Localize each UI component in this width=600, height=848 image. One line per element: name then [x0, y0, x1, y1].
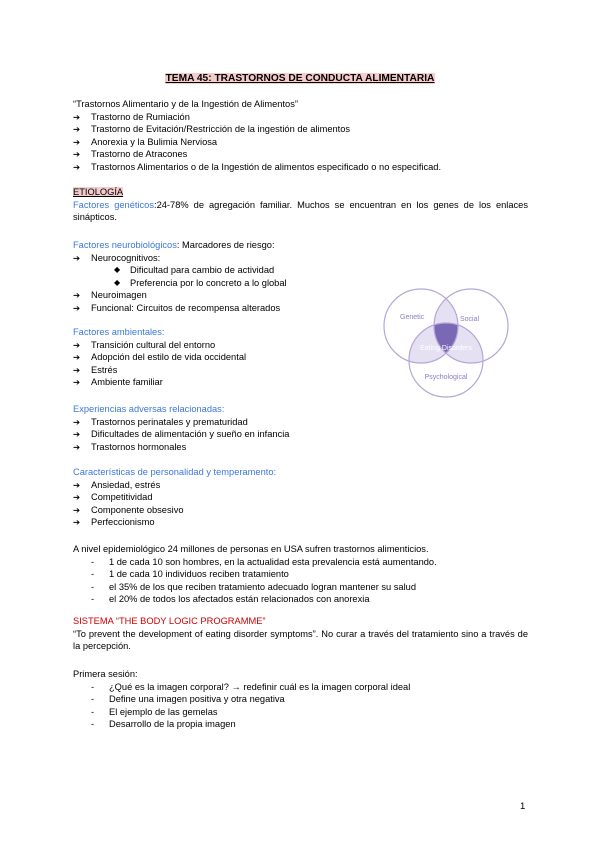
venn-label-social: Social [460, 316, 480, 323]
list-item: ➔ Componente obsesivo [73, 504, 528, 517]
etiologia-heading: ETIOLOGÍA [73, 187, 124, 197]
neuro-heading: Factores neurobiológicos: Marcadores de riesgo: [73, 240, 275, 250]
venn-label-psychological: Psychological [424, 374, 468, 381]
intro-section [73, 98, 528, 173]
sub-list-item: ◆ Dificultad para cambio de actividad [73, 264, 528, 277]
epidemiologia-text: A nivel epidemiológico 24 millones de personas en USA sufren trastornos alimenticios. [73, 544, 429, 554]
list-item: - el 20% de todos los afectados están relacionados con anorexia [73, 593, 528, 606]
sistema-section [73, 615, 528, 653]
epidemiologia-section [73, 543, 528, 606]
geneticos-paragraph [73, 199, 528, 224]
page-number: 1 [520, 801, 526, 812]
personalidad-heading: Características de personalidad y temperamento: [73, 467, 277, 477]
list-item: ➔ Trastornos Alimentarios o de la Ingestión de alimentos especificado o no especificad. [73, 161, 528, 174]
etiologia-section [73, 186, 528, 224]
list-item: ➔ Trastorno de Atracones [73, 148, 528, 161]
list-item: ➔ Ansiedad, estrés [73, 479, 528, 492]
list-item: - Define una imagen positiva y otra negativa [73, 693, 528, 706]
sistema-text: “To prevent the development of eating disorder symptoms”. No curar a través del tratamiento sino a través de la percepción. [73, 628, 528, 651]
geneticos-label: Factores genéticos [73, 199, 154, 210]
list-item: - el 35% de los que reciben tratamiento adecuado logran mantener su salud [73, 581, 528, 594]
venn-label-genetic: Genetic [400, 314, 425, 321]
sub-list-item: ◆ Preferencia por lo concreto a lo global [73, 277, 528, 290]
list-item: ➔ Transición cultural del entorno [73, 339, 528, 352]
list-item: ➔ Dificultades de alimentación y sueño en infancia [73, 428, 528, 441]
list-item: ➔ Trastorno de Rumiación [73, 111, 528, 124]
personalidad-section [73, 466, 528, 529]
geneticos-text: :24-78% de agregación familiar. Muchos se encuentran en los genes de los enlaces sinápticos. [73, 199, 528, 222]
list-item: - El ejemplo de las gemelas [73, 706, 528, 719]
experiencias-heading: Experiencias adversas relacionadas: [73, 404, 225, 414]
list-item: ➔ Estrés [73, 364, 528, 377]
list-item: ➔ Trastornos hormonales [73, 441, 528, 454]
list-item: ➔ Adopción del estilo de vida occidental [73, 351, 528, 364]
list-item: ➔ Neuroimagen [73, 289, 528, 302]
list-item: - Desarrollo de la propia imagen [73, 718, 528, 731]
intro-heading: “Trastornos Alimentario y de la Ingestión de Alimentos” [73, 99, 298, 109]
page-title: TEMA 45: TRASTORNOS DE CONDUCTA ALIMENTARIA [165, 73, 435, 84]
venn-label-center: Eating Disorders [420, 345, 472, 352]
primera-sesion-heading: Primera sesión: [73, 669, 138, 679]
list-item: ➔ Neurocognitivos: [73, 252, 528, 265]
list-item: ➔ Trastorno de Evitación/Restricción de la ingestión de alimentos [73, 123, 528, 136]
list-item: ➔ Trastornos perinatales y prematuridad [73, 416, 528, 429]
list-item: ➔ Competitividad [73, 491, 528, 504]
list-item: - 1 de cada 10 son hombres, en la actualidad esta prevalencia está aumentando. [73, 556, 528, 569]
list-item: - ¿Qué es la imagen corporal? → redefinir cuál es la imagen corporal ideal [73, 681, 528, 694]
list-item: ➔ Ambiente familiar [73, 376, 528, 389]
ambientales-heading: Factores ambientales: [73, 327, 165, 337]
list-item: ➔ Anorexia y la Bulimia Nerviosa [73, 136, 528, 149]
eating-disorders-venn-diagram [366, 288, 526, 398]
list-item: ➔ Funcional: Circuitos de recompensa alterados [73, 302, 528, 315]
list-item: - 1 de cada 10 individuos reciben tratamiento [73, 568, 528, 581]
sistema-heading: SISTEMA “THE BODY LOGIC PROGRAMME” [73, 616, 266, 626]
list-item: ➔ Perfeccionismo [73, 516, 528, 529]
primera-sesion-section [73, 668, 528, 731]
experiencias-section [73, 403, 528, 453]
